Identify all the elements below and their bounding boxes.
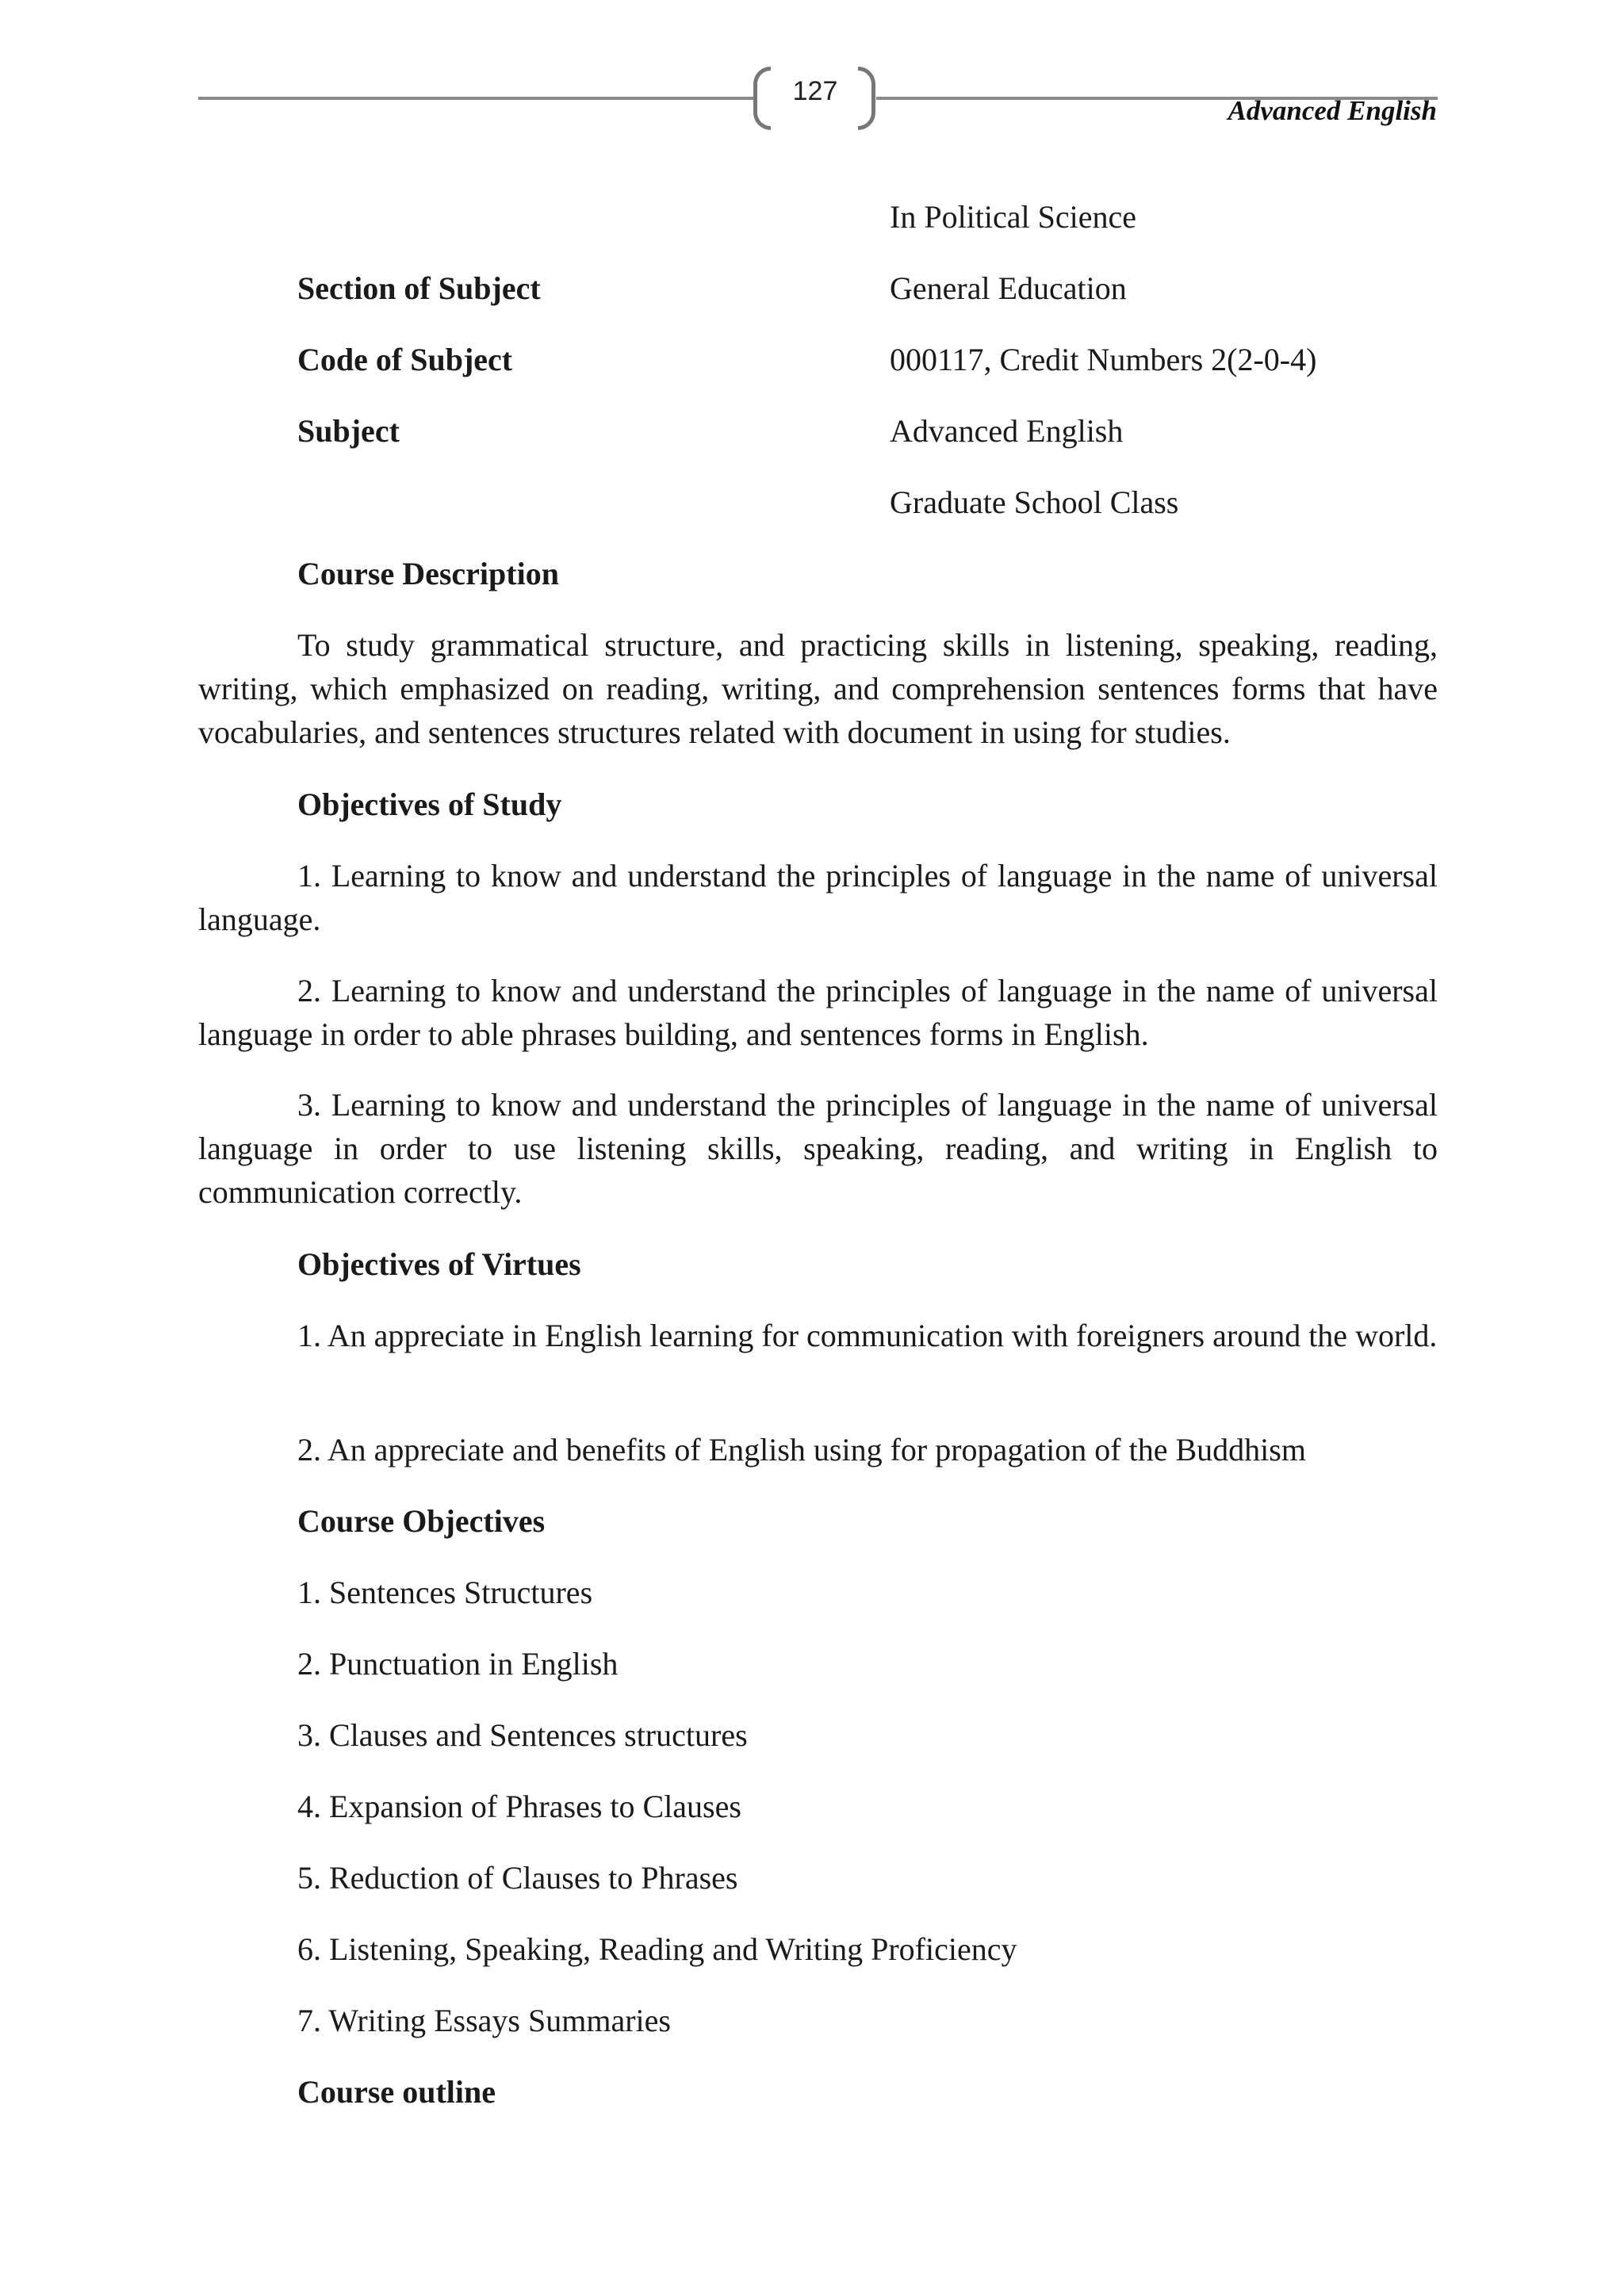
study-objective-item: 2. Learning to know and understand the principles of language in the name of universal language in order to able phrases building, and sentences forms in English. [198,973,1438,1052]
course-objective-item: 3. Clauses and Sentences structures [297,1717,748,1753]
objectives-of-virtues-heading: Objectives of Virtues [297,1246,581,1282]
running-title: Advanced English [1228,95,1437,126]
section-label: Section of Subject [297,270,541,306]
course-objective-item: 6. Listening, Speaking, Reading and Writing Proficiency [297,1931,1017,1967]
virtue-objective-item: 2. An appreciate and benefits of English using for propagation of the Buddhism [297,1432,1306,1468]
page-number: 127 [792,76,838,106]
page-header [0,0,1624,159]
study-objective-item: 3. Learning to know and understand the principles of language in the name of universal language in order to use listening skills, speaking, reading, and writing in English to communication correctly. [198,1087,1438,1210]
class-value: Graduate School Class [890,484,1179,520]
course-objective-item: 2. Punctuation in English [297,1646,619,1682]
course-objective-item: 1. Sentences Structures [297,1575,593,1610]
course-objectives-heading: Course Objectives [297,1503,546,1539]
course-outline-heading: Course outline [297,2074,496,2110]
code-label: Code of Subject [297,342,513,377]
course-objective-item: 7. Writing Essays Summaries [297,2003,671,2038]
course-description-text: To study grammatical structure, and practicing skills in listening, speaking, reading, writing, which emphasized on reading, writing, and comprehension sentences forms that have vocabularies, and sentences structures related with document in using for studies. [198,627,1438,750]
subject-label: Subject [297,413,400,449]
study-objective-item: 1. Learning to know and understand the principles of language in the name of universal language. [198,858,1438,937]
objectives-of-study-heading: Objectives of Study [297,786,562,822]
virtue-objective-item: 1. An appreciate in English learning for communication with foreigners around the world. [297,1318,1438,1353]
course-objective-item: 5. Reduction of Clauses to Phrases [297,1860,738,1896]
page-number-bracket-left [753,67,771,130]
header-rule-left [198,97,755,100]
course-description-heading: Course Description [297,556,559,591]
subject-value: Advanced English [890,413,1124,449]
course-objective-item: 4. Expansion of Phrases to Clauses [297,1789,741,1824]
curriculum-value: In Political Science [890,199,1137,235]
section-value: General Education [890,270,1127,306]
page-number-bracket-right [858,67,875,130]
code-value: 000117, Credit Numbers 2(2-0-4) [890,342,1317,377]
